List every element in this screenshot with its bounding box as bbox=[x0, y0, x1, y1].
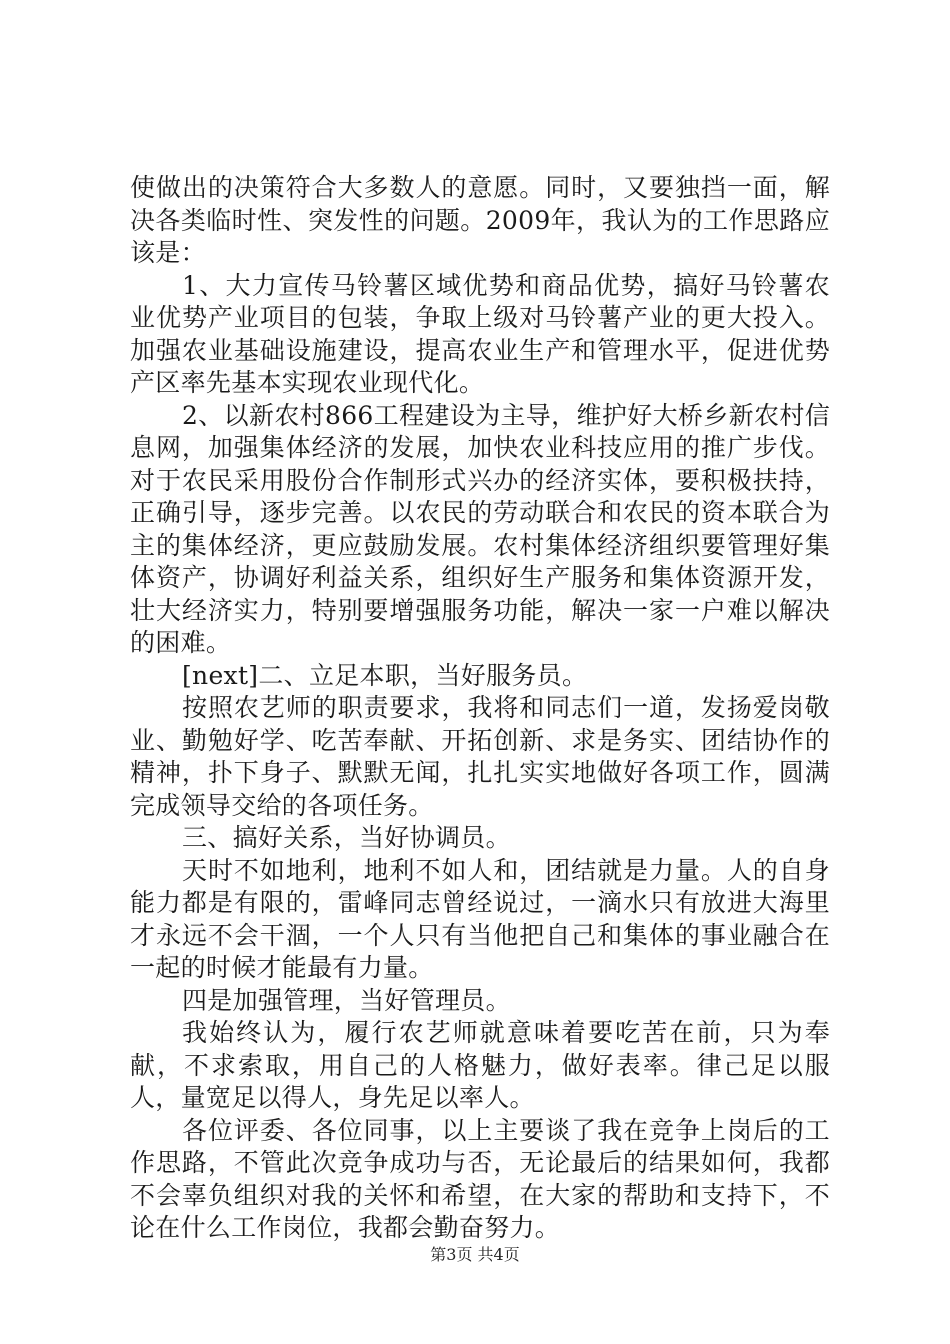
paragraph: 天时不如地利，地利不如人和，团结就是力量。人的自身能力都是有限的，雷峰同志曾经说过，一滴水只有放进大海里才永远不会干涸，一个人只有当他把自己和集体的事业融合在一起的时候才能最有力量。 bbox=[130, 855, 830, 982]
section-heading: [next]二、立足本职，当好服务员。 bbox=[182, 660, 588, 690]
paragraph: 1、大力宣传马铃薯区域优势和商品优势，搞好马铃薯农业优势产业项目的包装，争取上级对马铃薯产业的更大投入。加强农业基础设施建设，提高农业生产和管理水平，促进优势产区率先基本实现农业现代化。 bbox=[130, 270, 830, 397]
section-heading: 三、搞好关系，当好协调员。 bbox=[182, 823, 511, 852]
paragraph: 我始终认为，履行农艺师就意味着要吃苦在前，只为奉献，不求索取，用自己的人格魅力，做好表率。律己足以服人，量宽足以得人，身先足以率人。 bbox=[130, 1018, 830, 1112]
paragraph: 按照农艺师的职责要求，我将和同志们一道，发扬爱岗敬业、勤勉好学、吃苦奉献、开拓创新、求是务实、团结协作的精神，扑下身子、默默无闻，扎扎实实地做好各项工作，圆满完成领导交给的各项任务。 bbox=[130, 693, 830, 820]
paragraph: 2、以新农村866工程建设为主导，维护好大桥乡新农村信息网，加强集体经济的发展，加快农业科技应用的推广步伐。对于农民采用股份合作制形式兴办的经济实体，要积极扶持，正确引导，逐步完善。以农民的劳动联合和农民的资本联合为主的集体经济，更应鼓励发展。农村集体经济组织要管理好集体资产，协调好利益关系，组织好生产服务和集体资源开发，壮大经济实力，特别要增强服务功能，解决一家一户难以解决的困难。 bbox=[130, 400, 830, 657]
section-heading: 四是加强管理，当好管理员。 bbox=[182, 985, 511, 1015]
document-body bbox=[130, 172, 830, 1245]
paragraph: 各位评委、各位同事，以上主要谈了我在竞争上岗后的工作思路，不管此次竞争成功与否，无论最后的结果如何，我都不会辜负组织对我的关怀和希望，在大家的帮助和支持下，不论在什么工作岗位，我都会勤奋努力。 bbox=[130, 1115, 830, 1242]
page-footer: 第3页 共4页 bbox=[430, 1245, 520, 1264]
paragraph: 使做出的决策符合大多数人的意愿。同时，又要独挡一面，解决各类临时性、突发性的问题。2009年，我认为的工作思路应该是： bbox=[130, 173, 830, 267]
